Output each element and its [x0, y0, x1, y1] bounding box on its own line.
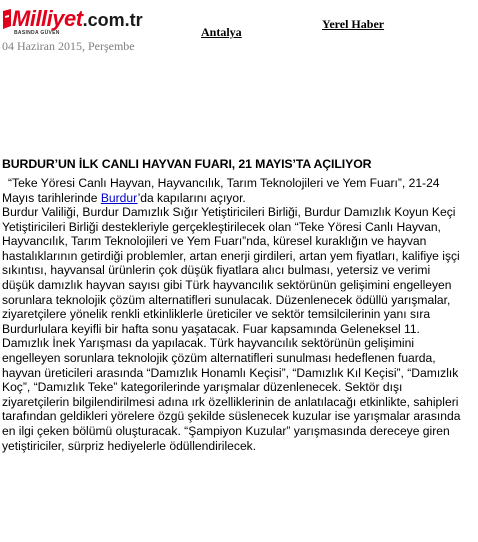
milliyet-logo[interactable] — [0, 6, 190, 36]
lede-text: “Teke Yöresi Canlı Hayvan, Hayvancılık, Tarım Teknolojileri ve Yem Fuarı”, 21-24 Mayıs tarihlerinde — [2, 176, 440, 205]
article-body — [2, 205, 464, 453]
body-paragraph: Burdur Valiliği, Burdur Damızlık Sığır Yetiştiricileri Birliği, Burdur Damızlık Koyun Keçi Yetiştiricileri Birliği destekleriyle gerçekleştirilecek olan “Teke Yöresi Canlı Hayvan, Hayvancılık, Tarım Teknolojileri ve Yem Fuarı”nda, küresel kuraklığın ve hayvan hastalıklarının getirdiği problemler, artan enerji girdileri, artan yem fiyatları, kalifiye işçi sıkıntısı, hayvansal ürünlerin çok düşük fiyatlara alıcı bulması, yetersiz ve verimi düşük damızlık hayvan sayısı gibi Türk hayvancılık sektörünün gelişimini engelleyen sorunlara teknolojik çözüm alternatifleri sunulacak. Düzenlenecek ödüllü yarışmalar, ziyaretçilere yönelik renkli etkinliklerle üreticiler ve sektör temsilcilerinin yanı sıra Burdurlulara keyifli bir hafta sonu yaşatacak. Fuar kapsamında Geleneksel 11. Damızlık İnek Yarışması da yapılacak. Türk hayvancılık sektörünün gelişimini engelleyen sorunlara teknolojik çözüm alternatifleri sunulması hedeflenen fuarda, hayvan üreticileri arasında “Damızlık Honamlı Keçisi”, “Damızlık Kıl Keçisi”, “Damızlık Koç”, “Damızlık Teke” kategorilerinde yarışmalar düzenlenecek. Sektör dışı ziyaretçilerin bilgilendirilmesi adına ırk özelliklerinin de anlatılacağı etkinlikte, sahipleri tarafından geldikleri yörelere özgü şekilde süslenecek kuzular ise yarışmalar arasında en ilgi çeken bölümü oluşturacak. “Şampiyon Kuzular” yarışmasında dereceye giren yetiştiriciler, sürpriz hediyelerle ödüllendirilecek. — [2, 205, 461, 453]
publish-date: 04 Haziran 2015, Perşembe — [2, 39, 135, 53]
section-link[interactable]: Yerel Haber — [322, 17, 385, 31]
logo-tagline: BASINDA GÜVEN — [14, 30, 60, 36]
city-link[interactable]: Antalya — [201, 25, 242, 39]
flag-icon — [2, 8, 12, 30]
article-lede — [2, 176, 448, 205]
burdur-link[interactable]: Burdur — [100, 190, 138, 205]
logo-wordmark: Milliyet.com.tr — [12, 6, 143, 31]
lede-text-end: ’da kapılarını açıyor. — [137, 190, 246, 205]
article-headline: BURDUR’UN İLK CANLI HAYVAN FUARI, 21 MAYIS’TA AÇILIYOR — [2, 157, 372, 171]
